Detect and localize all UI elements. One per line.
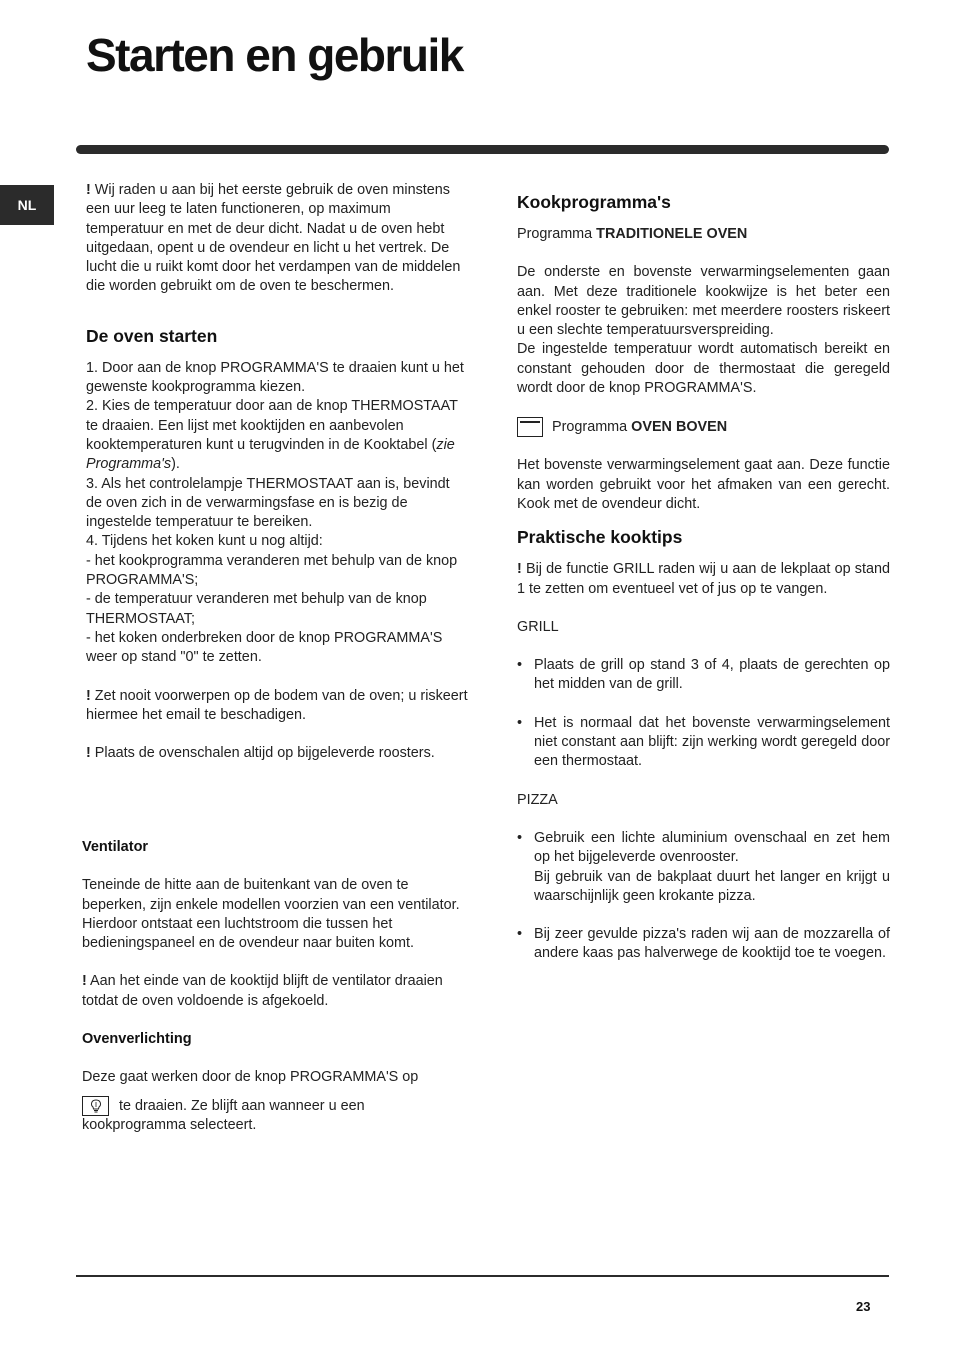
page-title: Starten en gebruik <box>86 29 463 81</box>
program-top-text: Het bovenste verwarmingselement gaat aan. Deze functie kan worden gebruikt voor het afmaken van een gerecht. Kook met de ovendeur dicht. <box>517 457 890 512</box>
list-item: • Bij zeer gevulde pizza's raden wij aan de mozzarella of andere kaas pas halverwege de kooktijd toe te voegen. <box>517 925 890 964</box>
right-column <box>517 191 890 983</box>
top-divider <box>76 145 889 154</box>
program-traditional-text: De onderste en bovenste verwarmingselementen gaan aan. Met deze traditionele kookwijze is het beter een enkel rooster te gebruiken: met meerdere roosters riskeert u een slechte temperatuursverspreiding. <box>517 264 890 339</box>
ventilator-warning: ! Aan het einde van de kooktijd blijft de ventilator draaien totdat de oven voldoende is afgekoeld. <box>82 973 443 1009</box>
program-top-title: Programma OVEN BOVEN <box>517 417 890 437</box>
pizza-label: PIZZA <box>517 791 558 808</box>
warning-mark: ! <box>86 182 91 198</box>
start-option-3: - het koken onderbreken door de knop PROGRAMMA'S weer op stand "0" te zetten. <box>86 629 443 666</box>
tips-heading: Praktische kooktips <box>517 527 683 548</box>
start-step-2: 2. Kies de temperatuur door aan de knop THERMOSTAAT te draaien. Een lijst met kooktijden en aanbevolen kooktemperaturen kunt u terugvinden in de Kooktabel (zie Programma's). <box>86 398 458 473</box>
start-option-2: - de temperatuur veranderen met behulp van de knop THERMOSTAAT; <box>86 591 427 627</box>
pizza-tips <box>517 829 890 964</box>
bottom-divider <box>76 1275 889 1277</box>
oven-top-element-icon <box>517 417 543 437</box>
start-option-1: - het kookprogramma veranderen met behulp van de knop PROGRAMMA'S; <box>86 552 458 589</box>
start-step-4: 4. Tijdens het koken kunt u nog altijd: <box>86 533 323 550</box>
page-number: 23 <box>856 1299 871 1314</box>
warning-racks: ! Plaats de ovenschalen altijd op bijgeleverde roosters. <box>86 745 435 762</box>
light-heading: Ovenverlichting <box>82 1031 192 1048</box>
start-step-3: 3. Als het controlelampje THERMOSTAAT aan is, bevindt de oven zich in de verwarmingsfase en is bezig de ingestelde temperatuur te bereiken. <box>86 475 450 531</box>
list-item: • Plaats de grill op stand 3 of 4, plaats de gerechten op het midden van de grill. <box>517 656 890 695</box>
intro-paragraph: ! Wij raden u aan bij het eerste gebruik de oven minstens een uur leeg te laten functioneren, op maximum temperatuur en met de deur dicht. Nadat u de oven hebt uitgedaan, opent u de ovendeur en licht u het vertrek. De lucht die u ruikt komt door het verdampen van de middelen die worden gebruikt om de oven te beschermen. <box>86 182 461 295</box>
tips-warning: ! Bij de functie GRILL raden wij u aan de lekplaat op stand 1 te zetten om eventueel vet of jus op te vangen. <box>517 561 890 597</box>
start-step-1: 1. Door aan de knop PROGRAMMA'S te draaien kunt u het gewenste kookprogramma kiezen. <box>86 359 464 396</box>
grill-label: GRILL <box>517 618 559 635</box>
program-traditional-text-2: De ingestelde temperatuur wordt automatisch bereikt en constant gehouden door de thermostaat die geregeld wordt door de knop PROGRAMMA'S. <box>517 341 890 397</box>
light-text-1: Deze gaat werken door de knop PROGRAMMA'S op <box>82 1069 419 1086</box>
language-tab: NL <box>0 185 54 225</box>
list-item: • Het is normaal dat het bovenste verwarmingselement niet constant aan blijft: zijn werking wordt geregeld door een thermostaat. <box>517 714 890 772</box>
left-column-top <box>86 181 468 763</box>
ventilator-text: Teneinde de hitte aan de buitenkant van de oven te beperken, zijn enkele modellen voorzien van een ventilator. Hierdoor ontstaat een luchtstroom die tussen het bedieningspaneel en de ovendeur naar buiten komt. <box>82 877 460 952</box>
oven-lamp-icon <box>82 1096 109 1116</box>
light-text-2: te draaien. Ze blijft aan wanneer u een kookprogramma selecteert. <box>82 1097 365 1133</box>
ventilator-heading: Ventilator <box>82 839 149 855</box>
left-column-bottom <box>82 838 468 1135</box>
program-traditional-title: Programma TRADITIONELE OVEN <box>517 226 748 242</box>
start-heading: De oven starten <box>86 325 218 346</box>
grill-tips <box>517 656 890 771</box>
warning-bottom: ! Zet nooit voorwerpen op de bodem van de oven; u riskeert hiermee het email te beschadigen. <box>86 687 468 723</box>
programs-heading: Kookprogramma's <box>517 192 671 212</box>
list-item: • Gebruik een lichte aluminium ovenschaal en zet hem op het bijgeleverde ovenrooster. Bij gebruik van de bakplaat duurt het langer en krijgt u waarschijnlijk geen krokante pizza. <box>517 829 890 906</box>
